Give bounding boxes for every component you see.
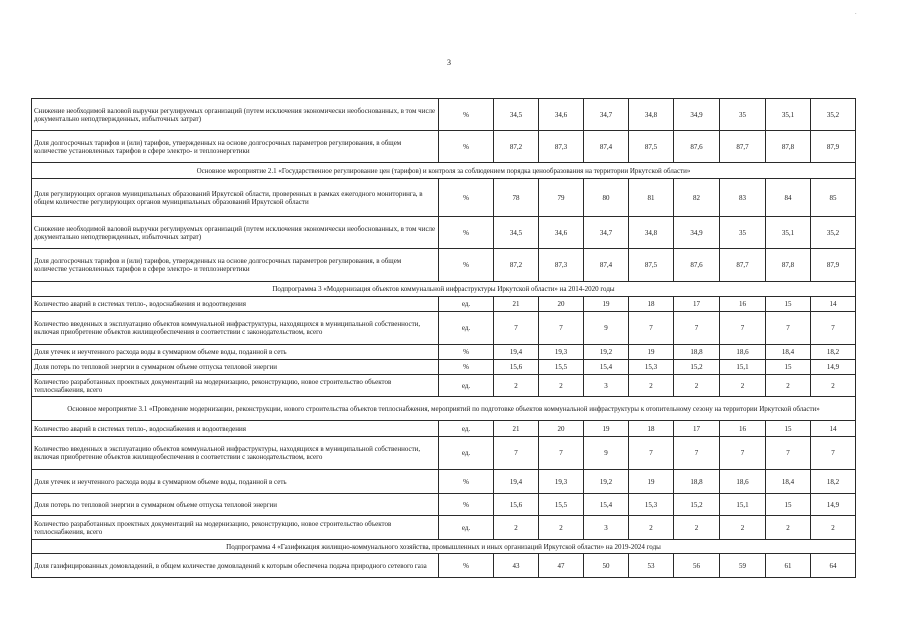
indicator-value: 87,5 <box>629 249 674 282</box>
indicator-unit: ед. <box>439 516 494 540</box>
indicator-name: Снижение необходимой валовой выручки регулируемых организаций (путем исключения экономически необоснованных, в том числе документально неподтвержденных, избыточных затрат) <box>32 217 439 249</box>
indicator-value: 3 <box>584 375 629 397</box>
indicator-value: 19,3 <box>539 345 584 360</box>
indicator-row <box>32 421 856 437</box>
indicator-row <box>32 470 856 494</box>
indicator-value: 2 <box>629 375 674 397</box>
indicator-value: 18,6 <box>720 470 766 494</box>
indicator-value: 15,4 <box>584 360 629 375</box>
indicator-value: 15,4 <box>584 494 629 516</box>
indicator-value: 3 <box>584 516 629 540</box>
indicator-value: 19,4 <box>494 345 539 360</box>
indicator-value: 7 <box>811 437 856 470</box>
indicators-table <box>31 98 856 578</box>
indicator-value: 87,2 <box>494 249 539 282</box>
indicator-unit: ед. <box>439 312 494 345</box>
indicator-value: 87,4 <box>584 249 629 282</box>
indicator-value: 18,8 <box>674 470 720 494</box>
indicator-value: 34,9 <box>674 99 720 131</box>
indicator-unit: ед. <box>439 375 494 397</box>
indicator-value: 2 <box>494 516 539 540</box>
indicator-value: 87,3 <box>539 131 584 163</box>
indicator-value: 15,5 <box>539 494 584 516</box>
section-heading-row <box>32 282 856 297</box>
indicator-value: 7 <box>494 312 539 345</box>
indicator-value: 59 <box>720 554 766 578</box>
section-heading-row <box>32 540 856 554</box>
indicator-unit: ед. <box>439 437 494 470</box>
indicator-unit: % <box>439 217 494 249</box>
indicator-row <box>32 297 856 312</box>
indicator-row <box>32 437 856 470</box>
indicator-value: 34,8 <box>629 217 674 249</box>
indicator-value: 19 <box>629 345 674 360</box>
indicator-value: 2 <box>811 375 856 397</box>
indicator-value: 87,9 <box>811 249 856 282</box>
indicator-value: 7 <box>539 312 584 345</box>
indicator-value: 35 <box>720 217 766 249</box>
indicator-value: 2 <box>811 516 856 540</box>
indicator-value: 7 <box>811 312 856 345</box>
indicator-unit: % <box>439 470 494 494</box>
indicator-value: 87,7 <box>720 249 766 282</box>
section-heading-text: Подпрограмма 3 «Модернизация объектов коммунальной инфраструктуры Иркутской области» на 2014-2020 годы <box>272 285 615 293</box>
indicator-value: 87,2 <box>494 131 539 163</box>
indicator-value: 16 <box>720 297 766 312</box>
indicator-name: Количество введенных в эксплуатацию объектов коммунальной инфраструктуры, находящихся в муниципальной собственности, включая приобретение объектов жилищеобеспечения в соответствии с законодательством, всего <box>32 312 439 345</box>
indicator-value: 34,7 <box>584 99 629 131</box>
indicator-value: 87,6 <box>674 131 720 163</box>
indicator-value: 81 <box>629 179 674 217</box>
indicator-value: 7 <box>720 312 766 345</box>
indicator-value: 15,3 <box>629 360 674 375</box>
indicator-value: 35,1 <box>766 99 811 131</box>
indicator-value: 2 <box>720 516 766 540</box>
indicator-value: 19 <box>584 421 629 437</box>
indicator-value: 34,8 <box>629 99 674 131</box>
indicator-value: 34,9 <box>674 217 720 249</box>
section-heading-row <box>32 163 856 179</box>
indicator-name: Доля потерь по тепловой энергии в суммарном объеме отпуска тепловой энергии <box>32 360 439 375</box>
indicator-row <box>32 494 856 516</box>
indicator-row <box>32 249 856 282</box>
indicator-value: 19,2 <box>584 470 629 494</box>
indicator-value: 83 <box>720 179 766 217</box>
indicator-value: 53 <box>629 554 674 578</box>
indicator-unit: ед. <box>439 421 494 437</box>
indicator-value: 34,5 <box>494 99 539 131</box>
indicator-value: 19 <box>584 297 629 312</box>
indicator-value: 50 <box>584 554 629 578</box>
indicator-value: 47 <box>539 554 584 578</box>
indicator-value: 7 <box>629 312 674 345</box>
indicator-value: 18,2 <box>811 345 856 360</box>
indicator-value: 7 <box>629 437 674 470</box>
indicator-value: 2 <box>494 375 539 397</box>
indicator-value: 84 <box>766 179 811 217</box>
indicator-value: 16 <box>720 421 766 437</box>
indicator-value: 35 <box>720 99 766 131</box>
indicator-value: 7 <box>766 312 811 345</box>
indicator-unit: % <box>439 345 494 360</box>
indicator-value: 7 <box>674 437 720 470</box>
indicator-value: 2 <box>539 516 584 540</box>
indicator-name: Снижение необходимой валовой выручки регулируемых организаций (путем исключения экономически необоснованных, в том числе документально неподтвержденных, избыточных затрат) <box>32 99 439 131</box>
indicator-value: 15 <box>766 297 811 312</box>
indicator-name: Количество разработанных проектных документаций на модернизацию, реконструкцию, новое строительство объектов теплоснабжения, всего <box>32 516 439 540</box>
indicator-value: 87,3 <box>539 249 584 282</box>
indicator-value: 15,6 <box>494 360 539 375</box>
indicator-row <box>32 375 856 397</box>
indicator-value: 19,2 <box>584 345 629 360</box>
indicator-value: 18,2 <box>811 470 856 494</box>
indicator-name: Количество аварий в системах тепло-, водоснабжения и водоотведения <box>32 421 439 437</box>
indicator-value: 7 <box>766 437 811 470</box>
section-heading-text: Основное мероприятие 3.1 «Проведение модернизации, реконструкции, нового строительства объектов теплоснабжения, мероприятий по подготовке объектов коммунальной инфраструктуры к отопительному сезону на территории Иркутской области» <box>67 404 820 413</box>
indicator-value: 15,3 <box>629 494 674 516</box>
indicator-value: 15 <box>766 494 811 516</box>
indicator-value: 15,1 <box>720 360 766 375</box>
indicator-name: Доля регулирующих органов муниципальных образований Иркутской области, проверенных в рамках ежегодного мониторинга, в общем количестве регулирующих органов муниципальных образований Иркутской области <box>32 179 439 217</box>
indicator-row <box>32 99 856 131</box>
table-body <box>32 99 856 578</box>
indicator-value: 34,6 <box>539 217 584 249</box>
indicator-name: Доля утечек и неучтенного расхода воды в суммарном объеме воды, поданной в сеть <box>32 345 439 360</box>
indicator-value: 18 <box>629 421 674 437</box>
indicator-value: 20 <box>539 297 584 312</box>
indicator-value: 15,1 <box>720 494 766 516</box>
section-heading <box>32 163 856 179</box>
indicator-unit: % <box>439 131 494 163</box>
indicator-value: 87,8 <box>766 131 811 163</box>
scan-mark: · <box>854 10 857 18</box>
indicator-value: 15 <box>766 421 811 437</box>
section-heading-text: Подпрограмма 4 «Газификация жилищно-коммунального хозяйства, промышленных и иных организаций Иркутской области» на 2019-2024 годы <box>226 542 661 551</box>
indicator-value: 2 <box>629 516 674 540</box>
section-heading-row <box>32 397 856 421</box>
indicator-value: 15 <box>766 360 811 375</box>
indicator-value: 87,8 <box>766 249 811 282</box>
indicator-value: 7 <box>720 437 766 470</box>
indicator-value: 21 <box>494 297 539 312</box>
indicator-name: Количество аварий в системах тепло-, водоснабжения и водоотведения <box>32 297 439 312</box>
indicator-value: 2 <box>766 516 811 540</box>
indicator-name: Доля газифицированных домовладений, в общем количестве домовладений к которым обеспечена подача природного сетевого газа <box>32 554 439 578</box>
indicator-value: 85 <box>811 179 856 217</box>
indicator-value: 15,6 <box>494 494 539 516</box>
indicator-name: Доля утечек и неучтенного расхода воды в суммарном объеме воды, поданной в сеть <box>32 470 439 494</box>
indicator-row <box>32 217 856 249</box>
indicator-value: 87,7 <box>720 131 766 163</box>
indicator-value: 43 <box>494 554 539 578</box>
indicator-value: 19 <box>629 470 674 494</box>
indicator-value: 35,1 <box>766 217 811 249</box>
indicator-unit: % <box>439 99 494 131</box>
indicator-name: Количество разработанных проектных документаций на модернизацию, реконструкцию, новое строительство объектов теплоснабжения, всего <box>32 375 439 397</box>
indicator-value: 18,6 <box>720 345 766 360</box>
indicator-value: 17 <box>674 297 720 312</box>
indicator-value: 87,6 <box>674 249 720 282</box>
indicator-value: 2 <box>720 375 766 397</box>
indicator-unit: % <box>439 179 494 217</box>
indicator-value: 14,9 <box>811 494 856 516</box>
indicator-unit: ед. <box>439 297 494 312</box>
indicator-value: 2 <box>539 375 584 397</box>
indicator-value: 19,4 <box>494 470 539 494</box>
indicator-value: 34,5 <box>494 217 539 249</box>
indicator-value: 14 <box>811 297 856 312</box>
indicator-value: 19,3 <box>539 470 584 494</box>
indicator-value: 34,7 <box>584 217 629 249</box>
indicator-value: 18,8 <box>674 345 720 360</box>
indicator-value: 18,4 <box>766 470 811 494</box>
indicator-unit: % <box>439 494 494 516</box>
indicator-value: 15,2 <box>674 360 720 375</box>
indicator-value: 2 <box>674 516 720 540</box>
indicator-value: 2 <box>674 375 720 397</box>
indicator-value: 61 <box>766 554 811 578</box>
page-number: 3 <box>447 58 451 67</box>
indicator-name: Доля потерь по тепловой энергии в суммарном объеме отпуска тепловой энергии <box>32 494 439 516</box>
indicator-value: 14,9 <box>811 360 856 375</box>
indicator-row <box>32 131 856 163</box>
indicator-value: 78 <box>494 179 539 217</box>
indicator-value: 15,2 <box>674 494 720 516</box>
indicator-value: 20 <box>539 421 584 437</box>
indicator-value: 82 <box>674 179 720 217</box>
indicator-row <box>32 554 856 578</box>
indicator-value: 7 <box>674 312 720 345</box>
indicator-value: 56 <box>674 554 720 578</box>
section-heading <box>32 282 856 297</box>
indicator-row <box>32 312 856 345</box>
indicator-value: 35,2 <box>811 99 856 131</box>
indicator-unit: % <box>439 554 494 578</box>
indicator-row <box>32 516 856 540</box>
indicator-value: 35,2 <box>811 217 856 249</box>
indicator-row <box>32 179 856 217</box>
indicator-name: Доля долгосрочных тарифов и (или) тарифов, утвержденных на основе долгосрочных параметров регулирования, в общем количестве установленных тарифов в сфере электро- и теплоэнергетики <box>32 131 439 163</box>
indicator-value: 7 <box>494 437 539 470</box>
indicator-value: 87,4 <box>584 131 629 163</box>
indicator-value: 80 <box>584 179 629 217</box>
indicator-value: 14 <box>811 421 856 437</box>
section-heading-text: Основное мероприятие 2.1 «Государственное регулирование цен (тарифов) и контроля за соблюдением порядка ценообразования на территории Иркутской области» <box>196 166 691 175</box>
indicator-value: 87,5 <box>629 131 674 163</box>
indicator-unit: % <box>439 249 494 282</box>
indicator-value: 17 <box>674 421 720 437</box>
indicator-value: 18 <box>629 297 674 312</box>
indicator-value: 2 <box>766 375 811 397</box>
indicator-value: 9 <box>584 437 629 470</box>
indicator-row <box>32 345 856 360</box>
indicator-value: 34,6 <box>539 99 584 131</box>
indicator-value: 79 <box>539 179 584 217</box>
indicator-value: 15,5 <box>539 360 584 375</box>
indicator-value: 7 <box>539 437 584 470</box>
section-heading <box>32 540 856 554</box>
indicator-row <box>32 360 856 375</box>
indicator-value: 21 <box>494 421 539 437</box>
indicator-value: 18,4 <box>766 345 811 360</box>
section-heading <box>32 397 856 421</box>
indicator-value: 64 <box>811 554 856 578</box>
indicator-value: 87,9 <box>811 131 856 163</box>
indicator-value: 9 <box>584 312 629 345</box>
indicator-name: Количество введенных в эксплуатацию объектов коммунальной инфраструктуры, находящихся в муниципальной собственности, включая приобретение объектов жилищеобеспечения в соответствии с законодательством, всего <box>32 437 439 470</box>
indicator-unit: % <box>439 360 494 375</box>
indicator-name: Доля долгосрочных тарифов и (или) тарифов, утвержденных на основе долгосрочных параметров регулирования, в общем количестве установленных тарифов в сфере электро- и теплоэнергетики <box>32 249 439 282</box>
